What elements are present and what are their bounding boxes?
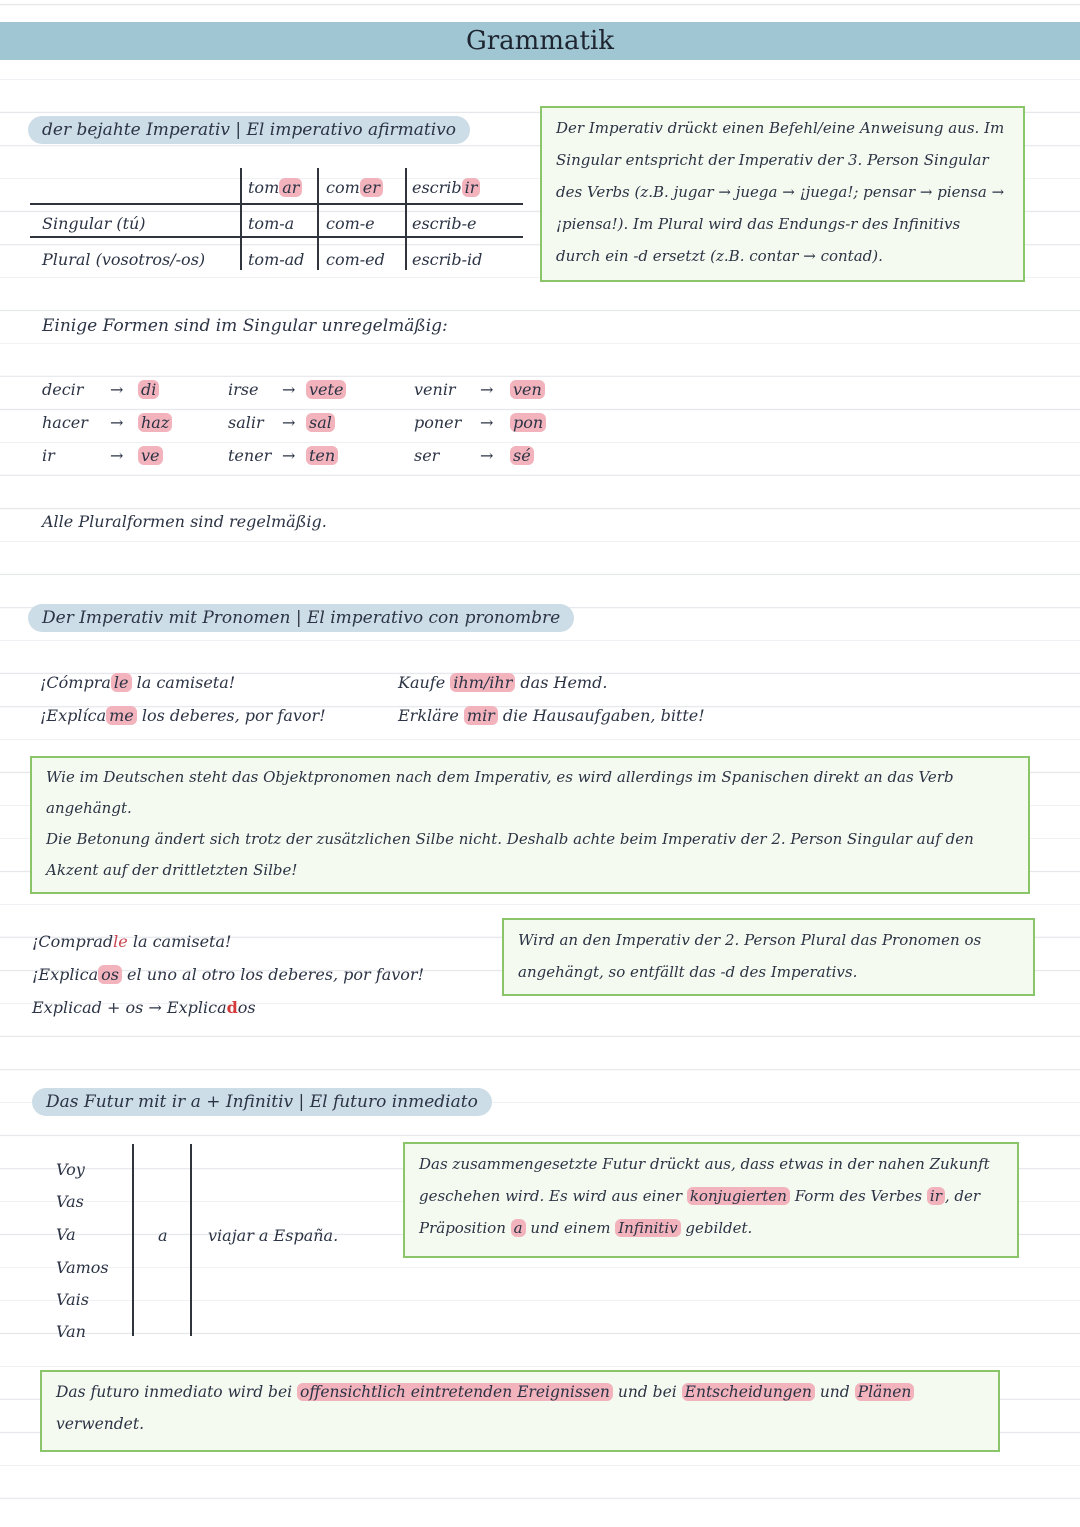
- column-header-comer: com er: [326, 178, 383, 197]
- section-heading-futuro-inmediato: Das Futur mit ir a + Infinitiv | El futuro inmediato: [32, 1088, 492, 1116]
- arrow-icon: →: [282, 380, 296, 399]
- table-col-line: [190, 1144, 192, 1336]
- note-box-futuro: Das zusammengesetzte Futur drückt aus, dass etwas in der nahen Zukunft geschehen wird. Es wird aus einer konjugierten Form des Verbes ir , der Präposition a und einem Infinitiv gebildet.: [403, 1142, 1019, 1258]
- page-title: Grammatik: [0, 22, 1080, 60]
- example-german-1: Kaufe ihm/ihr das Hemd.: [398, 673, 608, 692]
- preposition-a: a: [158, 1226, 168, 1245]
- note-box-pronomen: [30, 756, 1030, 894]
- arrow-icon: →: [282, 413, 296, 432]
- irregular-inf: ir: [42, 446, 55, 465]
- irregular-imp: sal: [306, 413, 335, 432]
- ir-form: Va: [56, 1225, 76, 1244]
- table-col-line: [405, 168, 407, 270]
- table-col-line: [240, 168, 242, 270]
- table-row-line: [30, 236, 523, 238]
- table-cell: escrib-id: [412, 250, 483, 269]
- ir-form: Vais: [56, 1290, 89, 1309]
- crossed-out-letter: d: [226, 998, 238, 1017]
- example-contraction: Explicad + os → Explicados: [32, 998, 256, 1017]
- table-cell: escrib-e: [412, 214, 477, 233]
- example-spanish-3: ¡Compradle la camiseta!: [32, 932, 232, 951]
- note-text: Wie im Deutschen steht das Objektpronomen nach dem Imperativ, es wird allerdings im Spanischen direkt an das Verb angehängt.: [46, 768, 954, 817]
- irregular-forms: [42, 380, 582, 480]
- table-header-line: [30, 203, 523, 205]
- table-col-line: [317, 168, 319, 270]
- row-label-singular: Singular (tú): [42, 214, 146, 233]
- irregular-inf: ser: [414, 446, 440, 465]
- note-box-os: Wird an den Imperativ der 2. Person Plural das Pronomen os angehängt, so entfällt das -d des Imperativs.: [502, 918, 1035, 996]
- arrow-icon: →: [282, 446, 296, 465]
- ir-form: Van: [56, 1322, 86, 1341]
- note-box-usage: Das futuro inmediato wird bei offensichtlich eintretenden Ereignissen und bei Entscheidungen und Plänen verwendet.: [40, 1370, 1000, 1452]
- irregular-inf: irse: [228, 380, 259, 399]
- example-spanish-1: ¡Cómpra le la camiseta!: [40, 673, 236, 692]
- column-header-tomar: tom ar: [248, 178, 302, 197]
- table-col-line: [132, 1144, 134, 1336]
- arrow-icon: →: [110, 380, 124, 399]
- futuro-table: [50, 1142, 400, 1340]
- ir-form: Voy: [56, 1160, 85, 1179]
- infinitive-phrase: viajar a España.: [208, 1226, 339, 1245]
- arrow-icon: →: [480, 446, 494, 465]
- example-german-2: Erkläre mir die Hausaufgaben, bitte!: [398, 706, 705, 725]
- conjugation-table: [30, 168, 525, 278]
- irregular-inf: venir: [414, 380, 456, 399]
- column-header-escribir: escrib ir: [412, 178, 480, 197]
- arrow-icon: →: [480, 413, 494, 432]
- table-cell: com-ed: [326, 250, 385, 269]
- irregular-inf: tener: [228, 446, 272, 465]
- example-spanish-2: ¡Explíca me los deberes, por favor!: [40, 706, 326, 725]
- irregular-inf: poner: [414, 413, 462, 432]
- irregular-imp: ten: [306, 446, 338, 465]
- irregular-imp: pon: [510, 413, 546, 432]
- irregular-inf: salir: [228, 413, 264, 432]
- table-cell: tom-a: [248, 214, 295, 233]
- irregular-inf: hacer: [42, 413, 88, 432]
- ir-form: Vamos: [56, 1258, 109, 1277]
- note-text: Die Betonung ändert sich trotz der zusätzlichen Silbe nicht. Deshalb achte beim Imperativ der 2. Person Singular auf den Akzent auf der drittletzten Silbe!: [46, 830, 974, 879]
- irregular-intro: Einige Formen sind im Singular unregelmäßig:: [42, 316, 448, 336]
- irregular-imp: ve: [138, 446, 163, 465]
- arrow-icon: →: [110, 413, 124, 432]
- arrow-icon: →: [110, 446, 124, 465]
- example-spanish-4: ¡Explica os el uno al otro los deberes, por favor!: [32, 965, 424, 984]
- irregular-imp: di: [138, 380, 159, 399]
- irregular-imp: vete: [306, 380, 346, 399]
- plural-note: Alle Pluralformen sind regelmäßig.: [42, 512, 327, 531]
- irregular-imp: ven: [510, 380, 545, 399]
- row-label-plural: Plural (vosotros/-os): [42, 250, 206, 269]
- ir-form: Vas: [56, 1192, 84, 1211]
- note-box-imperativ: Der Imperativ drückt einen Befehl/eine Anweisung aus. Im Singular entspricht der Imperativ der 3. Person Singular des Verbs (z.B. jugar → juega → ¡juega!; pensar → piensa → ¡piensa!). Im Plural wird das Endungs-r des Infinitivs durch ein -d ersetzt (z.B. contar → contad).: [540, 106, 1025, 282]
- irregular-imp: sé: [510, 446, 534, 465]
- irregular-imp: haz: [138, 413, 172, 432]
- irregular-inf: decir: [42, 380, 84, 399]
- section-heading-imperativo-pronombre: Der Imperativ mit Pronomen | El imperativo con pronombre: [28, 604, 574, 632]
- section-heading-imperativo-afirmativo: der bejahte Imperativ | El imperativo afirmativo: [28, 116, 470, 144]
- arrow-icon: →: [480, 380, 494, 399]
- table-cell: tom-ad: [248, 250, 305, 269]
- table-cell: com-e: [326, 214, 375, 233]
